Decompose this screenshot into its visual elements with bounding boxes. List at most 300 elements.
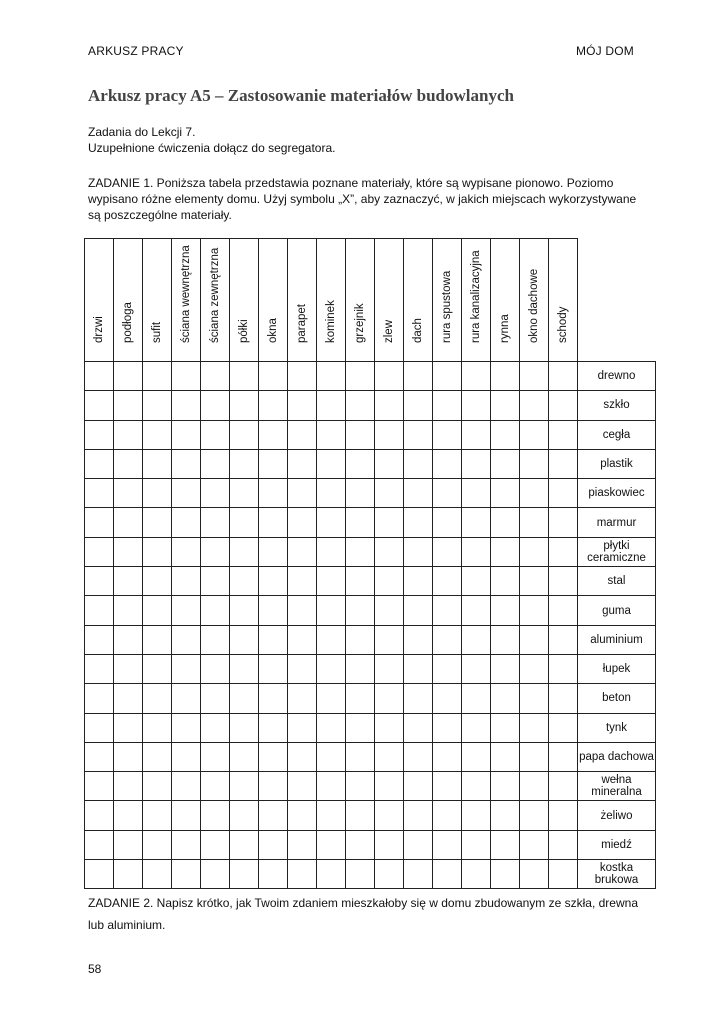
mark-cell[interactable] <box>462 772 491 801</box>
mark-cell[interactable] <box>172 391 201 420</box>
mark-cell[interactable] <box>201 713 230 742</box>
mark-cell[interactable] <box>172 684 201 713</box>
mark-cell[interactable] <box>346 860 375 889</box>
mark-cell[interactable] <box>201 537 230 566</box>
mark-cell[interactable] <box>288 742 317 771</box>
mark-cell[interactable] <box>491 801 520 830</box>
mark-cell[interactable] <box>375 420 404 449</box>
mark-cell[interactable] <box>85 596 114 625</box>
mark-cell[interactable] <box>114 684 143 713</box>
mark-cell[interactable] <box>230 391 259 420</box>
mark-cell[interactable] <box>230 596 259 625</box>
mark-cell[interactable] <box>230 772 259 801</box>
mark-cell[interactable] <box>491 772 520 801</box>
mark-cell[interactable] <box>172 479 201 508</box>
mark-cell[interactable] <box>491 625 520 654</box>
mark-cell[interactable] <box>462 654 491 683</box>
mark-cell[interactable] <box>317 508 346 537</box>
mark-cell[interactable] <box>520 567 549 596</box>
mark-cell[interactable] <box>549 596 578 625</box>
mark-cell[interactable] <box>143 362 172 391</box>
mark-cell[interactable] <box>172 801 201 830</box>
mark-cell[interactable] <box>491 362 520 391</box>
mark-cell[interactable] <box>230 860 259 889</box>
mark-cell[interactable] <box>114 449 143 478</box>
mark-cell[interactable] <box>317 420 346 449</box>
mark-cell[interactable] <box>143 830 172 859</box>
mark-cell[interactable] <box>259 654 288 683</box>
mark-cell[interactable] <box>375 830 404 859</box>
mark-cell[interactable] <box>172 537 201 566</box>
mark-cell[interactable] <box>433 596 462 625</box>
mark-cell[interactable] <box>433 508 462 537</box>
mark-cell[interactable] <box>462 479 491 508</box>
mark-cell[interactable] <box>85 860 114 889</box>
mark-cell[interactable] <box>201 596 230 625</box>
mark-cell[interactable] <box>317 713 346 742</box>
mark-cell[interactable] <box>462 508 491 537</box>
mark-cell[interactable] <box>549 420 578 449</box>
mark-cell[interactable] <box>404 801 433 830</box>
mark-cell[interactable] <box>230 625 259 654</box>
mark-cell[interactable] <box>462 567 491 596</box>
mark-cell[interactable] <box>201 508 230 537</box>
mark-cell[interactable] <box>259 449 288 478</box>
mark-cell[interactable] <box>230 830 259 859</box>
mark-cell[interactable] <box>404 479 433 508</box>
mark-cell[interactable] <box>143 449 172 478</box>
mark-cell[interactable] <box>433 420 462 449</box>
mark-cell[interactable] <box>172 420 201 449</box>
mark-cell[interactable] <box>85 449 114 478</box>
mark-cell[interactable] <box>114 830 143 859</box>
mark-cell[interactable] <box>259 567 288 596</box>
mark-cell[interactable] <box>201 625 230 654</box>
mark-cell[interactable] <box>85 479 114 508</box>
mark-cell[interactable] <box>346 713 375 742</box>
mark-cell[interactable] <box>172 830 201 859</box>
mark-cell[interactable] <box>114 772 143 801</box>
mark-cell[interactable] <box>317 830 346 859</box>
mark-cell[interactable] <box>375 742 404 771</box>
mark-cell[interactable] <box>317 537 346 566</box>
mark-cell[interactable] <box>549 742 578 771</box>
mark-cell[interactable] <box>201 479 230 508</box>
mark-cell[interactable] <box>549 537 578 566</box>
mark-cell[interactable] <box>114 625 143 654</box>
mark-cell[interactable] <box>346 362 375 391</box>
mark-cell[interactable] <box>201 830 230 859</box>
mark-cell[interactable] <box>259 508 288 537</box>
mark-cell[interactable] <box>172 625 201 654</box>
mark-cell[interactable] <box>143 596 172 625</box>
mark-cell[interactable] <box>404 567 433 596</box>
mark-cell[interactable] <box>288 449 317 478</box>
mark-cell[interactable] <box>259 537 288 566</box>
mark-cell[interactable] <box>143 713 172 742</box>
mark-cell[interactable] <box>404 713 433 742</box>
mark-cell[interactable] <box>520 625 549 654</box>
mark-cell[interactable] <box>172 713 201 742</box>
mark-cell[interactable] <box>201 772 230 801</box>
mark-cell[interactable] <box>85 567 114 596</box>
mark-cell[interactable] <box>549 508 578 537</box>
mark-cell[interactable] <box>259 801 288 830</box>
mark-cell[interactable] <box>172 449 201 478</box>
mark-cell[interactable] <box>520 772 549 801</box>
mark-cell[interactable] <box>462 362 491 391</box>
mark-cell[interactable] <box>85 684 114 713</box>
mark-cell[interactable] <box>114 508 143 537</box>
mark-cell[interactable] <box>404 742 433 771</box>
mark-cell[interactable] <box>143 742 172 771</box>
mark-cell[interactable] <box>404 596 433 625</box>
mark-cell[interactable] <box>114 537 143 566</box>
mark-cell[interactable] <box>230 684 259 713</box>
mark-cell[interactable] <box>375 684 404 713</box>
mark-cell[interactable] <box>491 508 520 537</box>
mark-cell[interactable] <box>230 537 259 566</box>
mark-cell[interactable] <box>288 684 317 713</box>
mark-cell[interactable] <box>85 420 114 449</box>
mark-cell[interactable] <box>520 654 549 683</box>
mark-cell[interactable] <box>433 567 462 596</box>
mark-cell[interactable] <box>491 391 520 420</box>
mark-cell[interactable] <box>346 830 375 859</box>
mark-cell[interactable] <box>317 362 346 391</box>
mark-cell[interactable] <box>201 567 230 596</box>
mark-cell[interactable] <box>433 391 462 420</box>
mark-cell[interactable] <box>462 830 491 859</box>
mark-cell[interactable] <box>462 449 491 478</box>
mark-cell[interactable] <box>549 567 578 596</box>
mark-cell[interactable] <box>288 420 317 449</box>
mark-cell[interactable] <box>346 391 375 420</box>
mark-cell[interactable] <box>143 654 172 683</box>
mark-cell[interactable] <box>85 625 114 654</box>
mark-cell[interactable] <box>520 362 549 391</box>
mark-cell[interactable] <box>85 801 114 830</box>
mark-cell[interactable] <box>375 860 404 889</box>
mark-cell[interactable] <box>288 362 317 391</box>
mark-cell[interactable] <box>259 479 288 508</box>
mark-cell[interactable] <box>288 508 317 537</box>
mark-cell[interactable] <box>114 713 143 742</box>
mark-cell[interactable] <box>404 830 433 859</box>
mark-cell[interactable] <box>317 625 346 654</box>
mark-cell[interactable] <box>85 654 114 683</box>
mark-cell[interactable] <box>346 420 375 449</box>
mark-cell[interactable] <box>375 567 404 596</box>
mark-cell[interactable] <box>259 420 288 449</box>
mark-cell[interactable] <box>143 684 172 713</box>
mark-cell[interactable] <box>346 625 375 654</box>
mark-cell[interactable] <box>317 596 346 625</box>
mark-cell[interactable] <box>491 713 520 742</box>
mark-cell[interactable] <box>346 684 375 713</box>
mark-cell[interactable] <box>346 742 375 771</box>
mark-cell[interactable] <box>433 362 462 391</box>
mark-cell[interactable] <box>85 713 114 742</box>
mark-cell[interactable] <box>259 362 288 391</box>
mark-cell[interactable] <box>404 537 433 566</box>
mark-cell[interactable] <box>520 860 549 889</box>
mark-cell[interactable] <box>143 479 172 508</box>
mark-cell[interactable] <box>375 362 404 391</box>
mark-cell[interactable] <box>230 449 259 478</box>
mark-cell[interactable] <box>259 772 288 801</box>
mark-cell[interactable] <box>317 742 346 771</box>
mark-cell[interactable] <box>404 362 433 391</box>
mark-cell[interactable] <box>230 713 259 742</box>
mark-cell[interactable] <box>549 713 578 742</box>
mark-cell[interactable] <box>520 801 549 830</box>
mark-cell[interactable] <box>520 391 549 420</box>
mark-cell[interactable] <box>549 391 578 420</box>
mark-cell[interactable] <box>143 801 172 830</box>
mark-cell[interactable] <box>201 801 230 830</box>
mark-cell[interactable] <box>346 596 375 625</box>
mark-cell[interactable] <box>259 391 288 420</box>
mark-cell[interactable] <box>462 684 491 713</box>
mark-cell[interactable] <box>114 596 143 625</box>
mark-cell[interactable] <box>549 684 578 713</box>
mark-cell[interactable] <box>375 508 404 537</box>
mark-cell[interactable] <box>549 654 578 683</box>
mark-cell[interactable] <box>491 596 520 625</box>
mark-cell[interactable] <box>230 742 259 771</box>
mark-cell[interactable] <box>317 449 346 478</box>
mark-cell[interactable] <box>317 567 346 596</box>
mark-cell[interactable] <box>462 713 491 742</box>
mark-cell[interactable] <box>462 860 491 889</box>
mark-cell[interactable] <box>549 362 578 391</box>
mark-cell[interactable] <box>462 391 491 420</box>
mark-cell[interactable] <box>114 420 143 449</box>
mark-cell[interactable] <box>520 742 549 771</box>
mark-cell[interactable] <box>491 449 520 478</box>
mark-cell[interactable] <box>462 596 491 625</box>
mark-cell[interactable] <box>346 801 375 830</box>
mark-cell[interactable] <box>143 625 172 654</box>
mark-cell[interactable] <box>143 860 172 889</box>
mark-cell[interactable] <box>520 713 549 742</box>
mark-cell[interactable] <box>520 537 549 566</box>
mark-cell[interactable] <box>143 508 172 537</box>
mark-cell[interactable] <box>85 772 114 801</box>
mark-cell[interactable] <box>201 449 230 478</box>
mark-cell[interactable] <box>259 742 288 771</box>
mark-cell[interactable] <box>404 625 433 654</box>
mark-cell[interactable] <box>201 362 230 391</box>
mark-cell[interactable] <box>317 772 346 801</box>
mark-cell[interactable] <box>172 362 201 391</box>
mark-cell[interactable] <box>259 684 288 713</box>
mark-cell[interactable] <box>375 479 404 508</box>
mark-cell[interactable] <box>317 860 346 889</box>
mark-cell[interactable] <box>143 537 172 566</box>
mark-cell[interactable] <box>317 479 346 508</box>
mark-cell[interactable] <box>375 772 404 801</box>
mark-cell[interactable] <box>375 391 404 420</box>
mark-cell[interactable] <box>346 537 375 566</box>
mark-cell[interactable] <box>172 596 201 625</box>
mark-cell[interactable] <box>85 537 114 566</box>
mark-cell[interactable] <box>404 508 433 537</box>
mark-cell[interactable] <box>520 684 549 713</box>
mark-cell[interactable] <box>520 479 549 508</box>
mark-cell[interactable] <box>143 567 172 596</box>
mark-cell[interactable] <box>114 801 143 830</box>
mark-cell[interactable] <box>172 860 201 889</box>
mark-cell[interactable] <box>404 391 433 420</box>
mark-cell[interactable] <box>375 537 404 566</box>
mark-cell[interactable] <box>549 479 578 508</box>
mark-cell[interactable] <box>433 713 462 742</box>
mark-cell[interactable] <box>433 801 462 830</box>
mark-cell[interactable] <box>230 420 259 449</box>
mark-cell[interactable] <box>317 684 346 713</box>
mark-cell[interactable] <box>114 860 143 889</box>
mark-cell[interactable] <box>259 596 288 625</box>
mark-cell[interactable] <box>433 537 462 566</box>
mark-cell[interactable] <box>317 391 346 420</box>
mark-cell[interactable] <box>230 654 259 683</box>
mark-cell[interactable] <box>462 625 491 654</box>
mark-cell[interactable] <box>259 625 288 654</box>
mark-cell[interactable] <box>520 830 549 859</box>
mark-cell[interactable] <box>375 801 404 830</box>
mark-cell[interactable] <box>288 801 317 830</box>
mark-cell[interactable] <box>433 684 462 713</box>
mark-cell[interactable] <box>143 391 172 420</box>
mark-cell[interactable] <box>346 449 375 478</box>
mark-cell[interactable] <box>172 654 201 683</box>
mark-cell[interactable] <box>520 596 549 625</box>
mark-cell[interactable] <box>85 391 114 420</box>
mark-cell[interactable] <box>433 830 462 859</box>
mark-cell[interactable] <box>288 654 317 683</box>
mark-cell[interactable] <box>201 684 230 713</box>
mark-cell[interactable] <box>114 742 143 771</box>
mark-cell[interactable] <box>433 772 462 801</box>
mark-cell[interactable] <box>346 567 375 596</box>
mark-cell[interactable] <box>549 772 578 801</box>
mark-cell[interactable] <box>549 449 578 478</box>
mark-cell[interactable] <box>201 391 230 420</box>
mark-cell[interactable] <box>491 742 520 771</box>
mark-cell[interactable] <box>114 479 143 508</box>
mark-cell[interactable] <box>172 508 201 537</box>
mark-cell[interactable] <box>375 449 404 478</box>
mark-cell[interactable] <box>462 742 491 771</box>
mark-cell[interactable] <box>404 449 433 478</box>
mark-cell[interactable] <box>201 860 230 889</box>
mark-cell[interactable] <box>433 742 462 771</box>
mark-cell[interactable] <box>85 508 114 537</box>
mark-cell[interactable] <box>230 508 259 537</box>
mark-cell[interactable] <box>288 391 317 420</box>
mark-cell[interactable] <box>433 654 462 683</box>
mark-cell[interactable] <box>491 654 520 683</box>
mark-cell[interactable] <box>259 713 288 742</box>
mark-cell[interactable] <box>288 860 317 889</box>
mark-cell[interactable] <box>317 654 346 683</box>
mark-cell[interactable] <box>143 772 172 801</box>
mark-cell[interactable] <box>288 596 317 625</box>
mark-cell[interactable] <box>288 713 317 742</box>
mark-cell[interactable] <box>114 654 143 683</box>
mark-cell[interactable] <box>230 801 259 830</box>
mark-cell[interactable] <box>230 479 259 508</box>
mark-cell[interactable] <box>288 830 317 859</box>
mark-cell[interactable] <box>549 625 578 654</box>
mark-cell[interactable] <box>346 654 375 683</box>
mark-cell[interactable] <box>404 772 433 801</box>
mark-cell[interactable] <box>433 449 462 478</box>
mark-cell[interactable] <box>433 479 462 508</box>
mark-cell[interactable] <box>433 860 462 889</box>
mark-cell[interactable] <box>172 567 201 596</box>
mark-cell[interactable] <box>404 654 433 683</box>
mark-cell[interactable] <box>201 654 230 683</box>
mark-cell[interactable] <box>462 420 491 449</box>
mark-cell[interactable] <box>114 391 143 420</box>
mark-cell[interactable] <box>114 567 143 596</box>
mark-cell[interactable] <box>346 772 375 801</box>
mark-cell[interactable] <box>462 801 491 830</box>
mark-cell[interactable] <box>491 567 520 596</box>
mark-cell[interactable] <box>491 537 520 566</box>
mark-cell[interactable] <box>520 449 549 478</box>
mark-cell[interactable] <box>172 772 201 801</box>
mark-cell[interactable] <box>317 801 346 830</box>
mark-cell[interactable] <box>375 654 404 683</box>
mark-cell[interactable] <box>491 420 520 449</box>
mark-cell[interactable] <box>491 830 520 859</box>
mark-cell[interactable] <box>259 860 288 889</box>
mark-cell[interactable] <box>85 830 114 859</box>
mark-cell[interactable] <box>85 362 114 391</box>
mark-cell[interactable] <box>288 479 317 508</box>
mark-cell[interactable] <box>404 684 433 713</box>
mark-cell[interactable] <box>549 830 578 859</box>
mark-cell[interactable] <box>520 508 549 537</box>
mark-cell[interactable] <box>143 420 172 449</box>
mark-cell[interactable] <box>230 362 259 391</box>
mark-cell[interactable] <box>288 567 317 596</box>
mark-cell[interactable] <box>549 860 578 889</box>
mark-cell[interactable] <box>375 625 404 654</box>
mark-cell[interactable] <box>520 420 549 449</box>
mark-cell[interactable] <box>375 713 404 742</box>
mark-cell[interactable] <box>85 742 114 771</box>
mark-cell[interactable] <box>288 625 317 654</box>
mark-cell[interactable] <box>288 537 317 566</box>
mark-cell[interactable] <box>201 420 230 449</box>
mark-cell[interactable] <box>375 596 404 625</box>
mark-cell[interactable] <box>201 742 230 771</box>
mark-cell[interactable] <box>491 860 520 889</box>
mark-cell[interactable] <box>404 420 433 449</box>
mark-cell[interactable] <box>114 362 143 391</box>
mark-cell[interactable] <box>404 860 433 889</box>
mark-cell[interactable] <box>462 537 491 566</box>
mark-cell[interactable] <box>491 684 520 713</box>
mark-cell[interactable] <box>433 625 462 654</box>
mark-cell[interactable] <box>172 742 201 771</box>
mark-cell[interactable] <box>230 567 259 596</box>
